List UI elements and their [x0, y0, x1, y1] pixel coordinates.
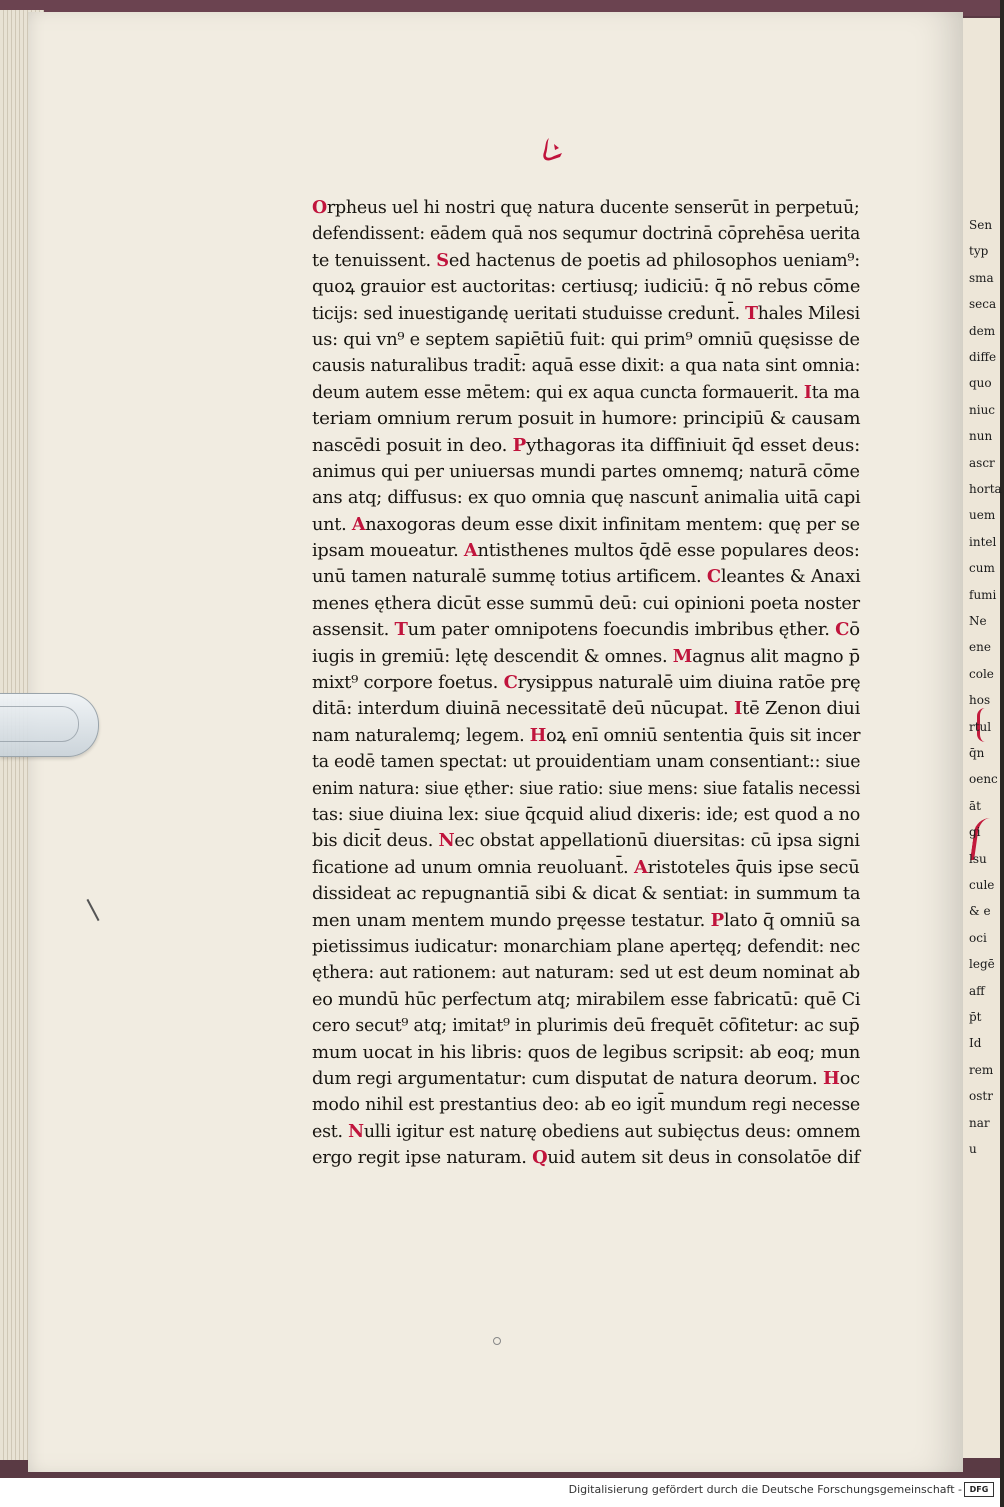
text-line: dum regi argumentatur: cum disputat de natura deorum. Hoc — [312, 1067, 860, 1089]
adjacent-page-text-fragment: legē — [969, 957, 995, 972]
adjacent-page-text-fragment: intel — [969, 534, 997, 549]
text-line: enim natura: siue ęther: siue ratio: siue mens: siue fatalis necessi — [312, 778, 861, 799]
text-line: unū tamen naturalē summę totius artificem. Cleantes & Anaxi — [312, 566, 861, 588]
quire-mark-letter: L — [570, 156, 571, 157]
adjacent-page-text-fragment: nar — [969, 1115, 990, 1130]
adjacent-page-text-fragment: Ne — [969, 614, 987, 628]
text-column — [312, 195, 860, 1171]
text-line: animus qui per uniuersas mundi partes omnemq; naturā cōme — [312, 461, 860, 482]
text-line: iugis in gremiū: lętę descendit & omnes. Magnus alit magno p̄ — [312, 645, 860, 667]
text-line: causis naturalibus tradit̄: aquā esse dixit: a qua nata sint omnia: — [312, 356, 861, 377]
text-line: teriam omnium rerum posuit in humore: principiū & causam — [312, 409, 861, 430]
adjacent-page-text-fragment: cole — [969, 666, 994, 681]
adjacent-page-text-fragment: & e — [969, 904, 991, 919]
text-line: ans atq; diffusus: ex quo omnia quę nascunt̄ animalia uitā capi — [312, 488, 861, 509]
adjacent-page-text-fragment: oci — [969, 930, 987, 945]
adjacent-page-text-fragment: ene — [969, 640, 991, 655]
adjacent-page-text-fragment: horta — [969, 482, 1002, 496]
adjacent-page-text-fragment: ostr — [969, 1089, 993, 1104]
text-line: te tenuissent. Sed hactenus de poetis ad philosophos ueniam⁹: — [312, 249, 860, 271]
quire-mark-rubric — [540, 136, 571, 162]
text-line: dissideat ac repugnantiā sibi & dicat & sentiat: in summum ta — [312, 884, 861, 905]
text-line: cero secut⁹ atq; imitat⁹ in plurimis deū frequēt cōfitetur: ac sup̄ — [312, 1016, 860, 1037]
adjacent-page-text-fragment: q̄n — [969, 746, 985, 760]
adjacent-page-text-fragment: fumi — [969, 587, 997, 602]
adjacent-page-text-fragment: u — [969, 1142, 977, 1156]
text-line: ergo regit ipse naturam. Quid autem sit deus in consolatōe dif — [312, 1147, 860, 1169]
adjacent-page-text-fragment: cum — [969, 561, 995, 576]
text-line: ficatione ad unum omnia reuoluant̄. Aristoteles q̄uis ipse secū — [312, 856, 860, 878]
text-line: pietissimus iudicatur: monarchiam plane apertęq; defendit: nec — [312, 936, 860, 957]
text-line: nam naturalemq; legem. Hoꝝ enī omniū sententia q̄uis sit incer — [312, 724, 861, 746]
text-line: menes ęthera dicūt esse summū deū: cui opinioni poeta noster — [312, 593, 860, 614]
adjacent-page-text-fragment: lsu — [969, 851, 987, 866]
adjacent-page-text-fragment: uem — [969, 508, 996, 523]
adjacent-page-text-fragment: oenc — [969, 772, 998, 787]
text-line: mixt⁹ corpore foetus. Crysippus naturalē uim diuina ratōe prę — [312, 672, 861, 694]
text-line: defendissent: eādem quā nos sequmur doctrinā cōprehēsa uerita — [312, 224, 861, 245]
text-line: ipsam moueatur. Antisthenes multos q̄dē esse populares deos: — [312, 540, 860, 562]
text-line: ęthera: aut rationem: aut naturam: sed ut est deum nominat ab — [312, 963, 860, 984]
adjacent-page-text-fragment: nun — [969, 429, 993, 444]
text-line: mum uocat in his libris: quos de legibus scripsit: ab eoq; mun — [312, 1042, 861, 1063]
adjacent-page-text-fragment: dem — [969, 323, 996, 338]
adjacent-page-text-fragment: cule — [969, 878, 995, 892]
digitization-credit: Digitalisierung gefördert durch die Deutsche Forschungsgemeinschaft - — [568, 1483, 962, 1496]
paper-blemish-circle — [493, 1337, 501, 1345]
dfg-logo: DFG — [964, 1482, 994, 1497]
adjacent-page-text-fragment: rtul — [969, 719, 992, 734]
adjacent-page-text-fragment: typ — [969, 244, 989, 259]
adjacent-page-text-fragment: seca — [969, 297, 997, 312]
adjacent-page-text-fragment: hos — [969, 693, 991, 708]
adjacent-page-text-fragment: Id — [969, 1036, 982, 1051]
text-line: ticijs: sed inuestigandę ueritati studuisse credunt̄. Thales Milesi — [312, 302, 860, 324]
text-line: us: qui vn⁹ e septem sapiētiū fuit: qui prim⁹ omniū quęsisse de — [312, 329, 860, 350]
text-line: tas: siue diuina lex: siue q̄cquid aliud dixeris: ide; est quod a no — [312, 804, 860, 825]
adjacent-page-text-fragment: Sen — [969, 218, 993, 232]
text-line: bis dicit̄ deus. Nec obstat appellationū diuersitas: cū ipsa signi — [312, 830, 860, 852]
text-line: quoꝝ grauior est auctoritas: certiusq; iudiciū: q̄ nō rebus cōme — [312, 277, 861, 298]
adjacent-page-text-fragment: āt — [969, 798, 981, 813]
text-line: men unam mentem mundo pręesse testatur. Plato q̄ omniū sa — [312, 909, 861, 931]
text-line: nascēdi posuit in deo. Pythagoras ita diffiniuit q̄d esset deus: — [312, 434, 861, 456]
adjacent-page-text-fragment: sma — [969, 270, 994, 285]
text-line: modo nihil est prestantius deo: ab eo igit̄ mundum regi necesse — [312, 1095, 861, 1116]
adjacent-page-text-fragment: aff — [969, 983, 985, 998]
text-line: ta eodē tamen spectat: ut prouidentiam unam consentiant:: siue — [312, 752, 861, 773]
adjacent-page-text-fragment: p̄t — [969, 1010, 982, 1024]
text-line: eo mundū hūc perfectum atq; mirabilem esse fabricatū: quē Ci — [312, 989, 861, 1010]
adjacent-page-text-fragment: diffe — [969, 350, 997, 364]
adjacent-page-edge — [963, 18, 1000, 1458]
text-line: assensit. Tum pater omnipotens foecundis imbribus ęther. Cō — [312, 619, 860, 641]
text-line: unt. Anaxogoras deum esse dixit infinitam mentem: quę per se — [312, 513, 860, 535]
plastic-page-clip-inner — [0, 706, 79, 742]
text-line: ditā: interdum diuinā necessitatē deū nūcupat. Itē Zenon diui — [312, 698, 861, 720]
adjacent-page-text-fragment: gi — [969, 825, 981, 840]
adjacent-page-text-fragment: niuc — [969, 402, 996, 417]
adjacent-page-text-fragment: quo — [969, 376, 992, 391]
adjacent-page-text-fragment: rem — [969, 1062, 994, 1077]
text-line: Orpheus uel hi nostri quę natura ducente senserūt in perpetuū; — [312, 197, 860, 218]
text-line: est. Nulli igitur est naturę obediens aut subięctus deus: omnem — [312, 1120, 861, 1142]
text-line: deum autem esse mētem: qui ex aqua cuncta formauerit. Ita ma — [312, 381, 860, 403]
adjacent-page-text-fragment: ascr — [969, 455, 995, 470]
